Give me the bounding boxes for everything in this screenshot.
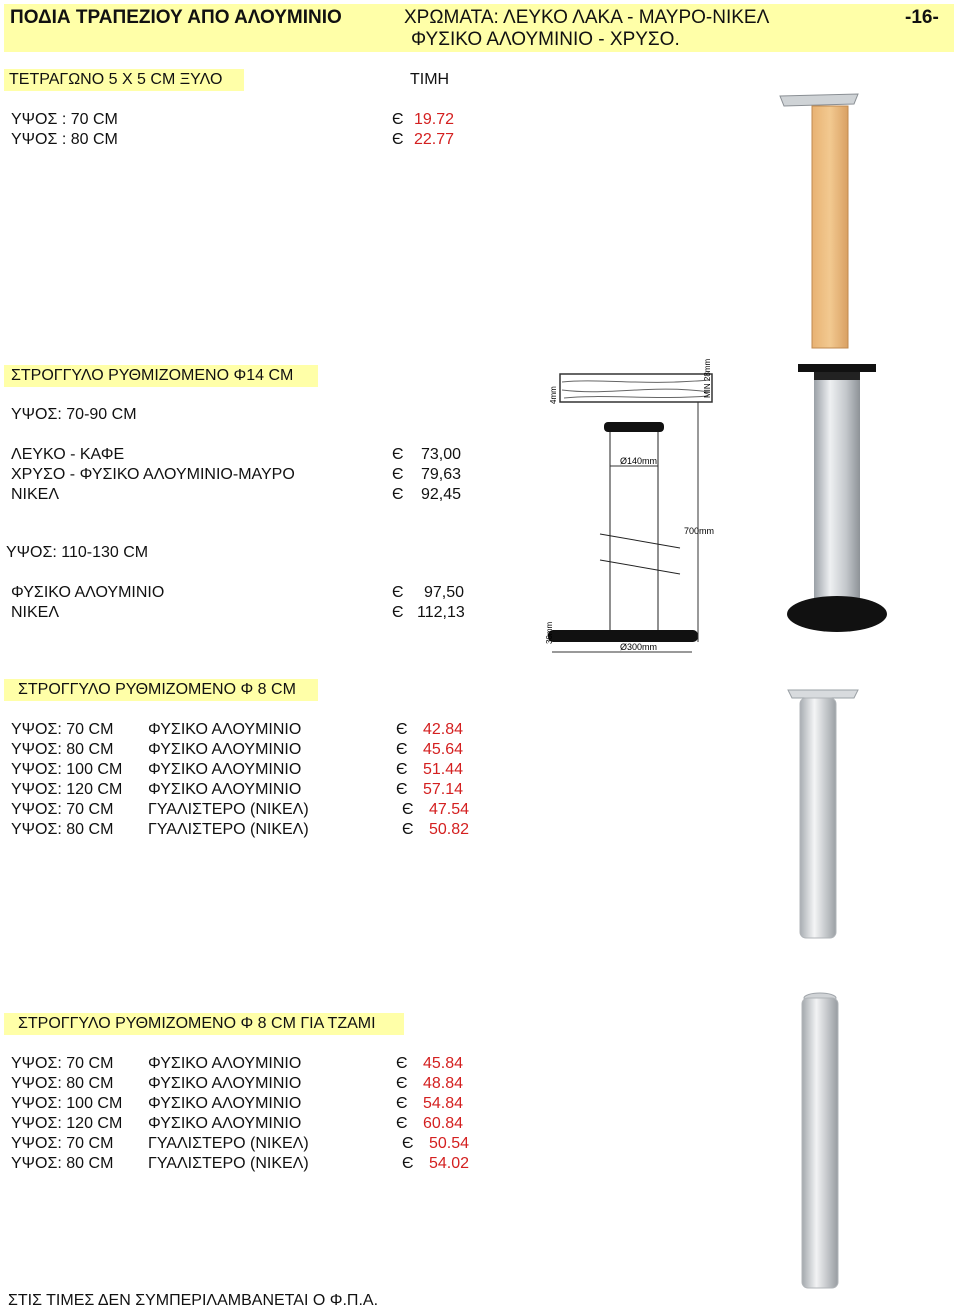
price-value: 48.84 <box>423 1075 464 1092</box>
finish-label: ΝΙΚΕΛ <box>11 604 60 621</box>
material-label: ΦΥΣΙΚΟ ΑΛΟΥΜΙΝΙΟ <box>148 721 302 738</box>
currency-symbol: Є <box>402 1155 414 1172</box>
section3-title: ΣΤΡΟΓΓΥΛΟ ΡΥΘΜΙΖΟΜΕΝΟ Φ 8 CM <box>18 681 296 698</box>
finish-label: ΦΥΣΙΚΟ ΑΛΟΥΜΙΝΙΟ <box>11 584 165 601</box>
currency-symbol: Є <box>392 466 404 483</box>
currency-symbol: Є <box>392 131 404 148</box>
material-label: ΓΥΑΛΙΣΤΕΡΟ (ΝΙΚΕΛ) <box>148 1135 309 1152</box>
finish-label: ΛΕΥΚΟ - ΚΑΦΕ <box>11 446 125 463</box>
height-label: ΥΨΟΣ: 80 CM <box>11 1155 114 1172</box>
price-value: 92,45 <box>421 486 462 503</box>
material-label: ΦΥΣΙΚΟ ΑΛΟΥΜΙΝΙΟ <box>148 1115 302 1132</box>
currency-symbol: Є <box>392 446 404 463</box>
price-value: 50.82 <box>429 821 470 838</box>
height-label: ΥΨΟΣ: 70 CM <box>11 1055 114 1072</box>
height-label: ΥΨΟΣ: 80 CM <box>11 741 114 758</box>
finish-label: ΧΡΥΣΟ - ΦΥΣΙΚΟ ΑΛΟΥΜΙΝΙΟ-ΜΑΥΡΟ <box>11 466 295 483</box>
price-value: 45.84 <box>423 1055 464 1072</box>
material-label: ΓΥΑΛΙΣΤΕΡΟ (ΝΙΚΕΛ) <box>148 821 309 838</box>
height-label: ΥΨΟΣ: 70 CM <box>11 1135 114 1152</box>
wooden-leg-image <box>770 92 870 354</box>
dim-height-label: 700mm <box>684 526 715 536</box>
section2-title: ΣΤΡΟΓΓΥΛΟ ΡΥΘΜΙΖΟΜΕΝΟ Φ14 CM <box>11 367 294 384</box>
price-value: 45.64 <box>423 741 464 758</box>
dim-base-diameter-label: Ø300mm <box>620 642 658 652</box>
height-label: ΥΨΟΣ: 80 CM <box>11 821 114 838</box>
material-label: ΦΥΣΙΚΟ ΑΛΟΥΜΙΝΙΟ <box>148 1095 302 1112</box>
price-value: 97,50 <box>424 584 465 601</box>
height-label: ΥΨΟΣ: 70 CM <box>11 801 114 818</box>
colors-line-1: ΧΡΩΜΑΤΑ: ΛΕΥΚΟ ΛΑΚΑ - ΜΑΥΡΟ-ΝΙΚΕΛ <box>404 7 770 28</box>
finish-label: ΝΙΚΕΛ <box>11 486 60 503</box>
height-label: ΥΨΟΣ: 120 CM <box>11 1115 123 1132</box>
dim-base-height-label: 30mm <box>545 621 554 644</box>
material-label: ΦΥΣΙΚΟ ΑΛΟΥΜΙΝΙΟ <box>148 741 302 758</box>
section2-height-a: ΥΨΟΣ: 70-90 CM <box>11 406 137 423</box>
currency-symbol: Є <box>402 821 414 838</box>
material-label: ΦΥΣΙΚΟ ΑΛΟΥΜΙΝΙΟ <box>148 1075 302 1092</box>
material-label: ΦΥΣΙΚΟ ΑΛΟΥΜΙΝΙΟ <box>148 781 302 798</box>
price-value: 57.14 <box>423 781 464 798</box>
height-label: ΥΨΟΣ: 100 CM <box>11 1095 123 1112</box>
currency-symbol: Є <box>396 761 408 778</box>
currency-symbol: Є <box>396 781 408 798</box>
currency-symbol: Є <box>396 1075 408 1092</box>
aluminium-leg-image <box>780 686 860 946</box>
height-label: ΥΨΟΣ : 70 CM <box>11 111 118 128</box>
footer-vat-note: ΣΤΙΣ ΤΙΜΕΣ ΔΕΝ ΣΥΜΠΕΡΙΛΑΜΒΑΝΕΤΑΙ Ο Φ.Π.Α. <box>8 1292 379 1309</box>
price-value: 42.84 <box>423 721 464 738</box>
material-label: ΓΥΑΛΙΣΤΕΡΟ (ΝΙΚΕΛ) <box>148 1155 309 1172</box>
section2-height-b: ΥΨΟΣ: 110-130 CM <box>6 544 149 561</box>
dim-top-label: 4mm <box>549 386 558 404</box>
height-label: ΥΨΟΣ: 70 CM <box>11 721 114 738</box>
price-value: 19.72 <box>414 111 455 128</box>
currency-symbol: Є <box>396 721 408 738</box>
price-value: 60.84 <box>423 1115 464 1132</box>
price-value: 79,63 <box>421 466 462 483</box>
price-header: ΤΙΜΗ <box>410 71 450 88</box>
price-value: 73,00 <box>421 446 462 463</box>
section1-title: ΤΕΤΡΑΓΩΝΟ 5 Χ 5 CM ΞΥΛΟ <box>9 71 223 88</box>
colors-line-2: ΦΥΣΙΚΟ ΑΛΟΥΜΙΝΙΟ - ΧΡΥΣΟ. <box>411 29 680 50</box>
currency-symbol: Є <box>392 111 404 128</box>
price-value: 50.54 <box>429 1135 470 1152</box>
currency-symbol: Є <box>396 1115 408 1132</box>
page-title: ΠΟΔΙΑ ΤΡΑΠΕΖΙΟΥ ΑΠΟ ΑΛΟΥΜΙΝΙΟ <box>10 7 342 28</box>
height-label: ΥΨΟΣ: 80 CM <box>11 1075 114 1092</box>
currency-symbol: Є <box>396 1095 408 1112</box>
page-number: -16- <box>905 7 939 28</box>
material-label: ΦΥΣΙΚΟ ΑΛΟΥΜΙΝΙΟ <box>148 761 302 778</box>
price-value: 22.77 <box>414 131 455 148</box>
height-label: ΥΨΟΣ : 80 CM <box>11 131 118 148</box>
currency-symbol: Є <box>392 604 404 621</box>
price-value: 51.44 <box>423 761 464 778</box>
price-value: 47.54 <box>429 801 470 818</box>
dim-diameter-label: Ø140mm <box>620 456 658 466</box>
currency-symbol: Є <box>402 1135 414 1152</box>
currency-symbol: Є <box>392 486 404 503</box>
leg-technical-diagram <box>540 358 730 662</box>
round-leg-with-base-image <box>780 360 890 635</box>
dim-min-label: MIN 28mm <box>703 358 712 398</box>
section4-title: ΣΤΡΟΓΓΥΛΟ ΡΥΘΜΙΖΟΜΕΝΟ Φ 8 CM ΓΙΑ ΤΖΑΜΙ <box>18 1015 376 1032</box>
currency-symbol: Є <box>402 801 414 818</box>
price-value: 112,13 <box>417 604 465 621</box>
height-label: ΥΨΟΣ: 120 CM <box>11 781 123 798</box>
currency-symbol: Є <box>396 1055 408 1072</box>
height-label: ΥΨΟΣ: 100 CM <box>11 761 123 778</box>
price-value: 54.02 <box>429 1155 470 1172</box>
glass-table-leg-image <box>790 990 850 1295</box>
material-label: ΓΥΑΛΙΣΤΕΡΟ (ΝΙΚΕΛ) <box>148 801 309 818</box>
price-value: 54.84 <box>423 1095 464 1112</box>
currency-symbol: Є <box>392 584 404 601</box>
currency-symbol: Є <box>396 741 408 758</box>
material-label: ΦΥΣΙΚΟ ΑΛΟΥΜΙΝΙΟ <box>148 1055 302 1072</box>
